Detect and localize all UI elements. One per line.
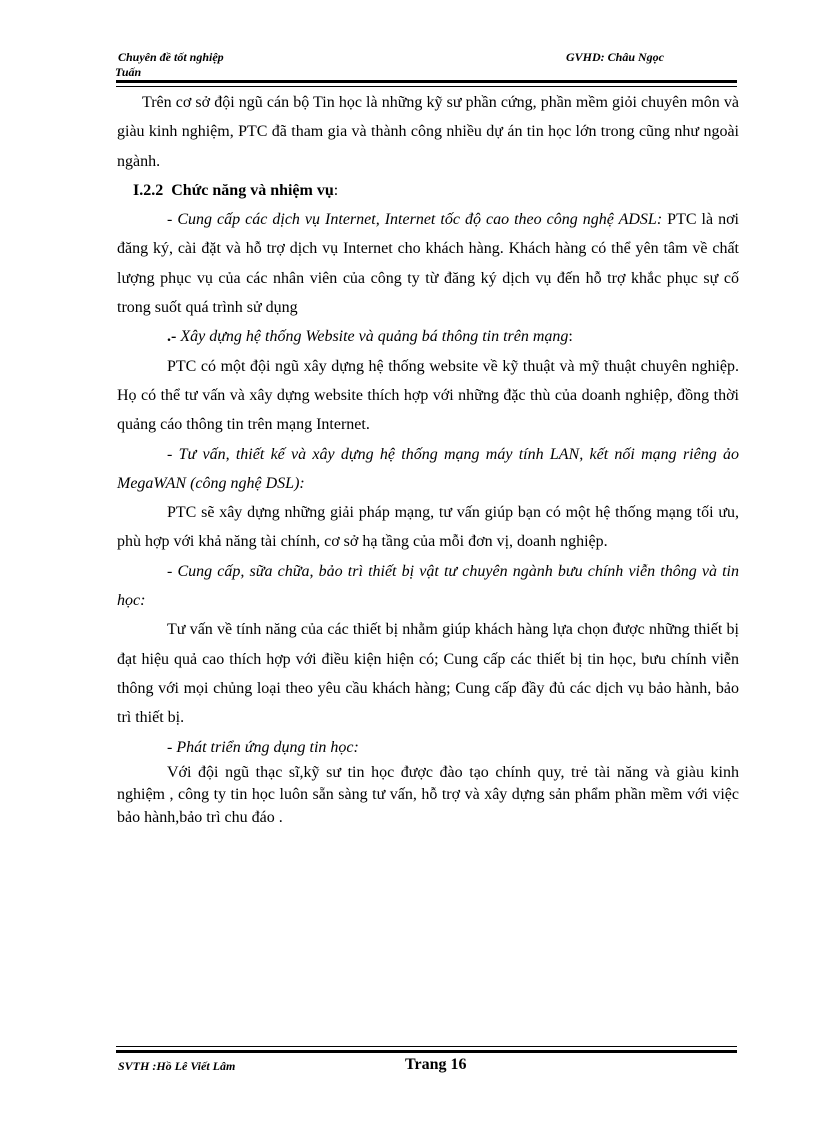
service-5-title: - Phát triển ứng dụng tin học: [167, 738, 359, 756]
service-2-prefix: .- [167, 328, 177, 346]
header-rule-thick [116, 80, 737, 83]
intro-paragraph: Trên cơ sở đội ngũ cán bộ Tin học là những kỹ sư phần cứng, phần mềm giỏi chuyên môn và giàu kinh nghiệm, PTC đã tham gia và thành công nhiều dự án tin học lớn trong cũng như ngoài ngành. [117, 94, 739, 170]
header-title: Chuyên đề tốt nghiệp [118, 50, 224, 64]
service-2-colon: : [568, 328, 573, 346]
heading-text: Chức năng và nhiệm vụ [171, 181, 334, 199]
service-5-body: Với đội ngũ thạc sĩ,kỹ sư tin học được đào tạo chính quy, trẻ tài năng và giàu kinh nghiệm , công ty tin học luôn sẵn sàng tư vấn, hỗ trợ và xây dựng sản phẩm phần mềm với việc bảo hành,bảo trì chu đáo . [117, 763, 739, 826]
service-1-paragraph [117, 205, 739, 322]
header-rule-thin [116, 86, 737, 87]
service-4-title: - Cung cấp, sữa chữa, bảo trì thiết bị vật tư chuyên ngành bưu chính viễn thông và tin học: [117, 562, 739, 610]
header-left [115, 50, 224, 80]
service-2-title-line [117, 322, 739, 351]
footer-author: SVTH :Hồ Lê Viết Lâm [118, 1059, 236, 1073]
section-heading [117, 176, 739, 205]
service-2-body: PTC có một đội ngũ xây dựng hệ thống website về kỹ thuật và mỹ thuật chuyên nghiệp. Họ có thể tư vấn và xây dựng website thích hợp với những đặc thù của doanh nghiệp, đồng thời quảng cáo thông tin trên mạng Internet. [117, 357, 739, 434]
service-3-body: PTC sẽ xây dựng những giải pháp mạng, tư vấn giúp bạn có một hệ thống mạng tối ưu, phù hợp với khả năng tài chính, cơ sở hạ tầng của mỗi đơn vị, doanh nghiệp. [117, 504, 739, 551]
heading-number: I.2.2 [133, 181, 164, 199]
footer-rule-thin [116, 1046, 737, 1047]
footer-rule-thick [116, 1050, 737, 1053]
service-1-title: - Cung cấp các dịch vụ Internet, Internet tốc độ cao theo công nghệ ADSL: [167, 211, 663, 229]
service-4-body: Tư vấn về tính năng của các thiết bị nhằm giúp khách hàng lựa chọn được những thiết bị đạt hiệu quả cao thích hợp với điều kiện hiện có; Cung cấp các thiết bị tin học, bưu chính viễn thông với mọi chủng loại theo yêu cầu khách hàng; Cung cấp đầy đủ các dịch vụ bảo hành, bảo trì thiết bị. [117, 621, 739, 727]
service-3-title: - Tư vấn, thiết kế và xây dựng hệ thống mạng máy tính LAN, kết nối mạng riêng ảo MegaWAN (công nghệ DSL): [117, 445, 739, 492]
service-2-title: Xây dựng hệ thống Website và quảng bá thông tin trên mạng [176, 328, 569, 346]
service-1-body: PTC là nơi đăng ký, cài đặt và hỗ trợ dịch vụ Internet cho khách hàng. Khách hàng có thể yên tâm về chất lượng phục vụ của các nhân viên của công ty từ đăng ký dịch vụ đến hỗ trợ khắc phục sự cố trong suốt quá trình sử dụng [117, 211, 740, 317]
heading-colon: : [333, 181, 339, 199]
header-title-continued: Tuấn [115, 65, 142, 79]
document-body [117, 88, 739, 829]
page-number: Trang 16 [405, 1056, 467, 1073]
header-supervisor: GVHD: Châu Ngọc [566, 50, 665, 64]
